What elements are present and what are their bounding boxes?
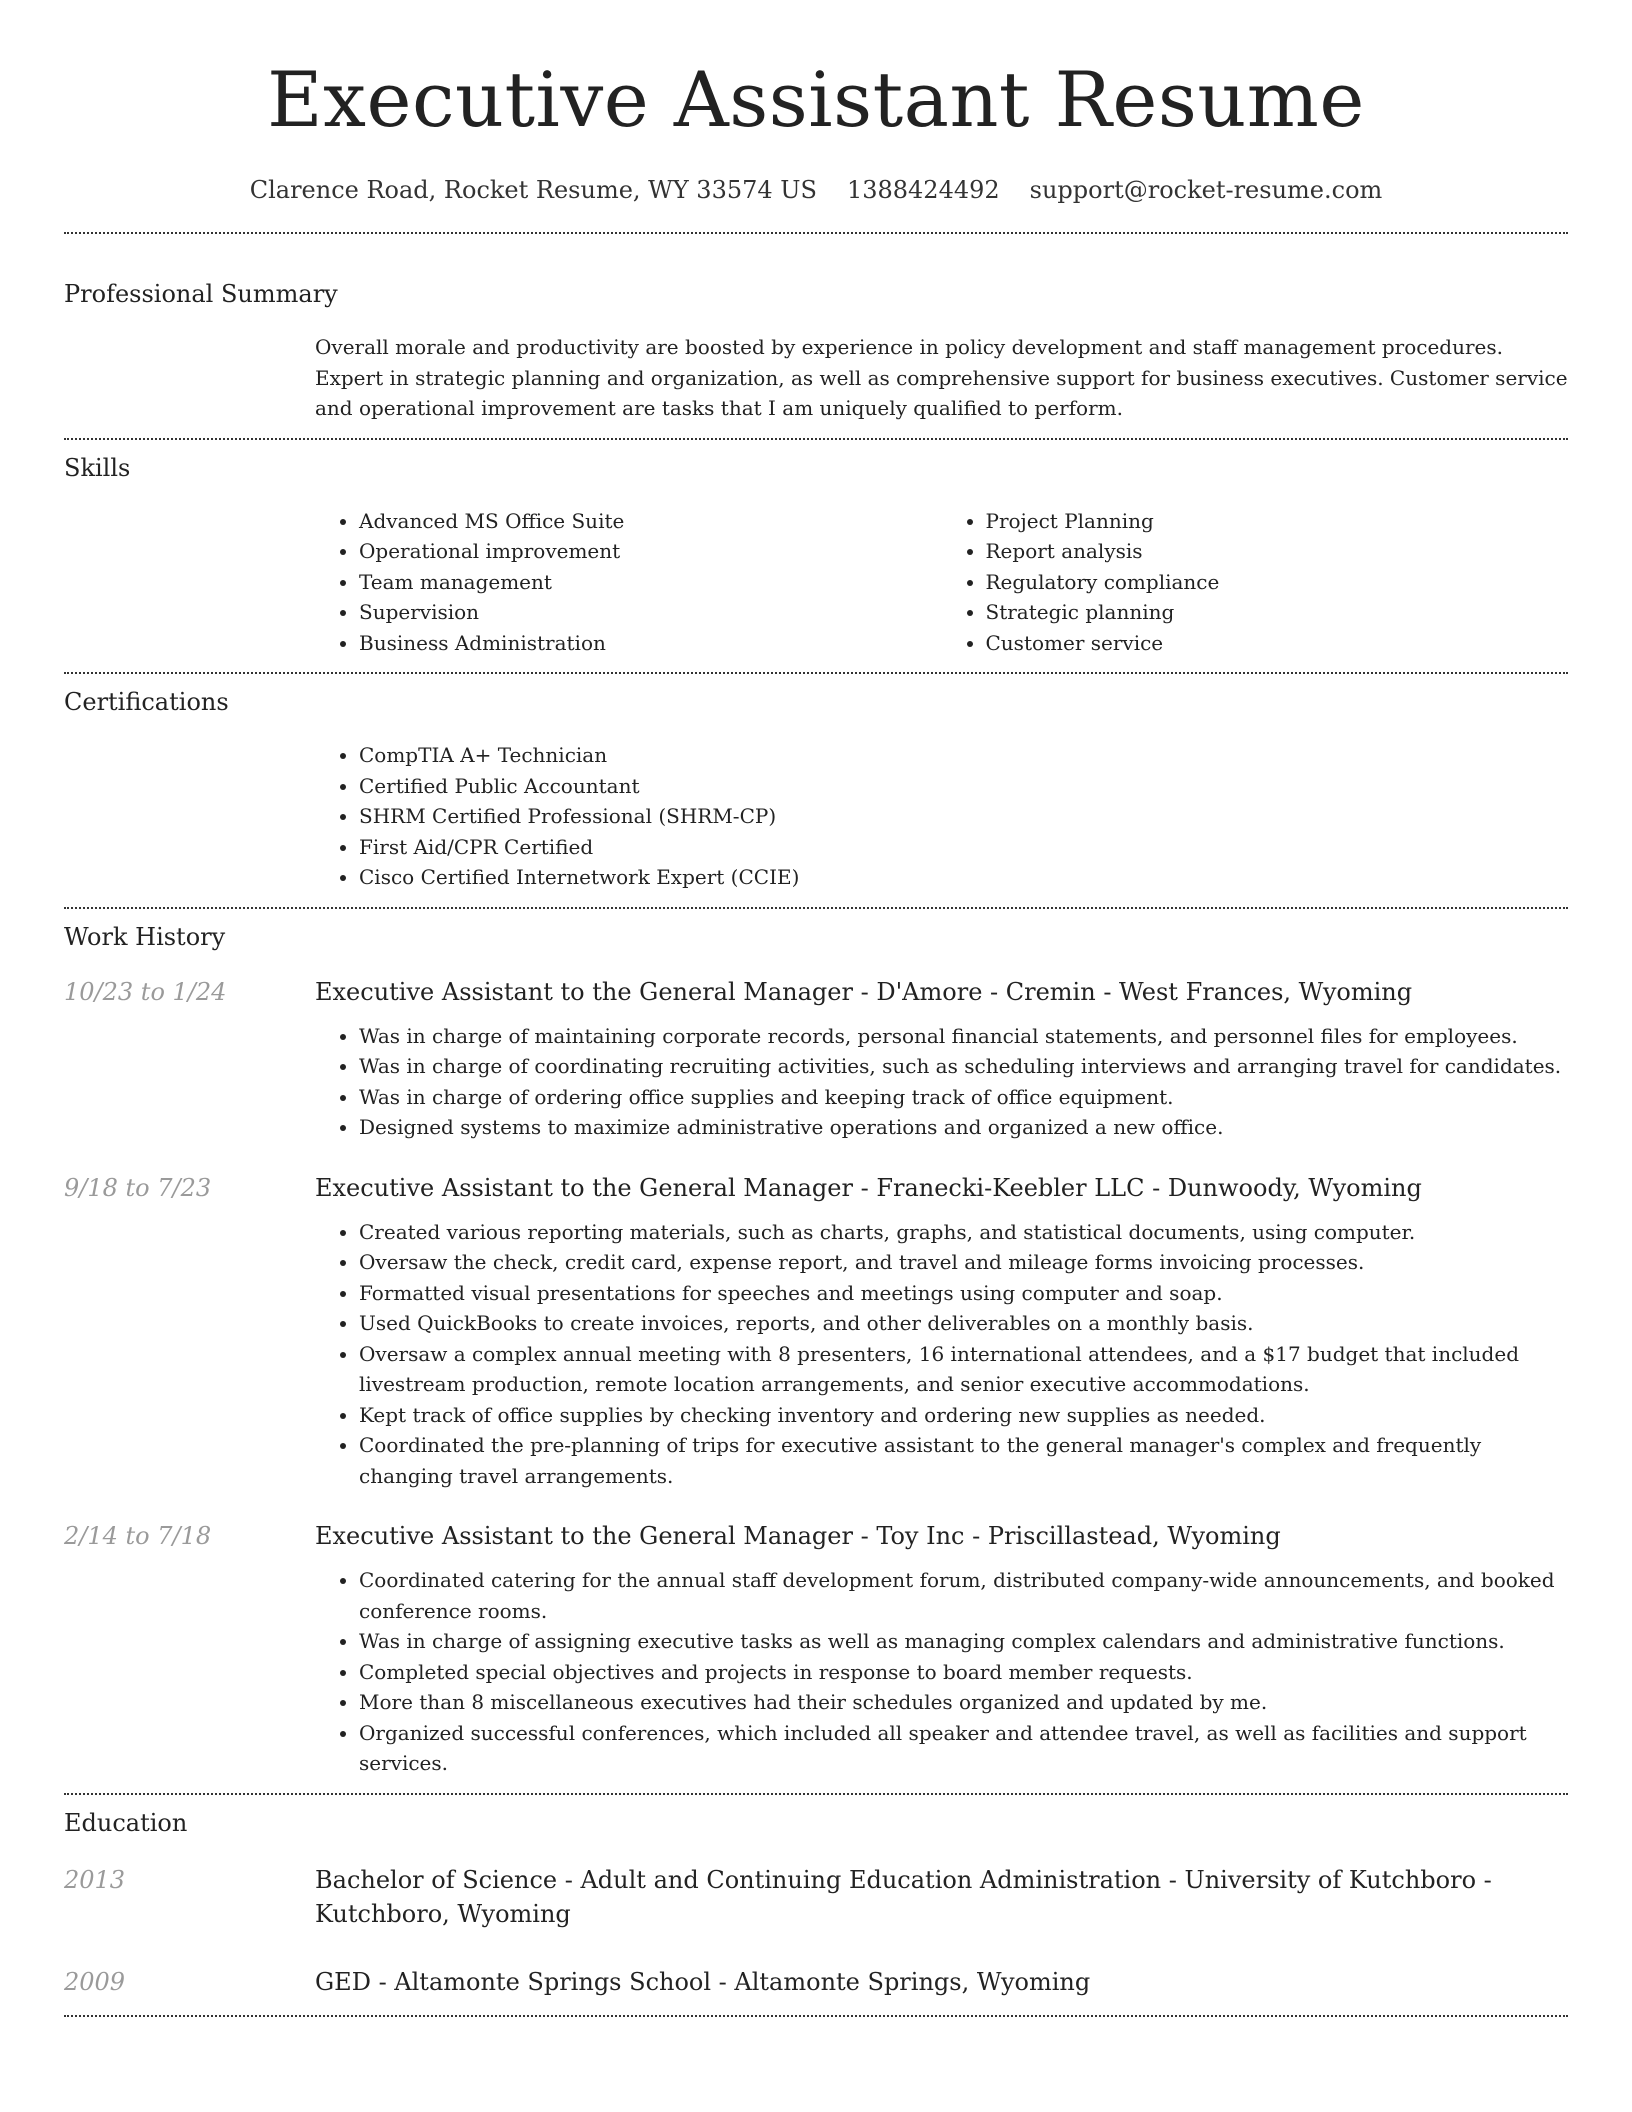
education-entry bbox=[64, 1863, 1568, 1931]
list-item: • Oversaw the check, credit card, expense report, and travel and mileage forms invoicing processes. bbox=[359, 1247, 1568, 1278]
contact-address: Clarence Road, Rocket Resume, WY 33574 US bbox=[249, 176, 817, 204]
list-item: • Advanced MS Office Suite bbox=[359, 506, 942, 537]
job-body bbox=[315, 975, 1568, 1143]
list-item: • Oversaw a complex annual meeting with 8 presenters, 16 international attendees, and a $17 budget that included livestream production, remote location arrangements, and senior executive accommodations. bbox=[359, 1339, 1568, 1400]
list-item: • Project Planning bbox=[986, 506, 1569, 537]
list-item: • Completed special objectives and projects in response to board member requests. bbox=[359, 1657, 1568, 1688]
contact-line bbox=[64, 174, 1568, 206]
list-item: • CompTIA A+ Technician bbox=[359, 740, 1568, 771]
list-item: • First Aid/CPR Certified bbox=[359, 832, 1568, 863]
job-entry bbox=[64, 1519, 1568, 1779]
education-section bbox=[64, 1795, 1568, 1999]
summary-text: Overall morale and productivity are boosted by experience in policy development and staff management procedures. Expert in strategic planning and organization, as well as comprehensive support for business executives. Customer service and operational improvement are tasks that I am uniquely qualified to perform. bbox=[315, 335, 1568, 420]
list-item: • Cisco Certified Internetwork Expert (CCIE) bbox=[359, 862, 1568, 893]
job-dates: 10/23 to 1/24 bbox=[64, 977, 227, 1006]
list-item: • Kept track of office supplies by checking inventory and ordering new supplies as needed. bbox=[359, 1400, 1568, 1431]
education-detail: Bachelor of Science - Adult and Continuing Education Administration - University of Kutchboro - Kutchboro, Wyoming bbox=[315, 1865, 1492, 1928]
education-year: 2009 bbox=[64, 1967, 126, 1996]
list-item: • Used QuickBooks to create invoices, reports, and other deliverables on a monthly basis. bbox=[359, 1308, 1568, 1339]
list-item: • Formatted visual presentations for speeches and meetings using computer and soap. bbox=[359, 1278, 1568, 1309]
section-title-work: Work History bbox=[64, 922, 226, 951]
list-item: • Organized successful conferences, which included all speaker and attendee travel, as well as facilities and support services. bbox=[359, 1718, 1568, 1779]
summary-section bbox=[64, 234, 1568, 424]
certifications-block bbox=[315, 740, 1568, 893]
work-section bbox=[64, 909, 1568, 1779]
job-body bbox=[315, 1519, 1568, 1779]
job-entry bbox=[64, 1171, 1568, 1492]
list-item: • Business Administration bbox=[359, 628, 942, 659]
list-item: • Team management bbox=[359, 567, 942, 598]
skills-list-right bbox=[942, 506, 1569, 659]
skills-grid bbox=[315, 506, 1568, 659]
contact-email: support@rocket-resume.com bbox=[1029, 176, 1383, 204]
job-body bbox=[315, 1171, 1568, 1492]
job-dates: 2/14 to 7/18 bbox=[64, 1522, 212, 1550]
section-title-skills: Skills bbox=[64, 453, 131, 482]
skills-list-left bbox=[315, 506, 942, 659]
list-item: • Strategic planning bbox=[986, 597, 1569, 628]
job-title: Executive Assistant to the General Manager - Toy Inc - Priscillastead, Wyoming bbox=[315, 1522, 1281, 1550]
list-item: • Coordinated the pre-planning of trips for executive assistant to the general manager's complex and frequently changing travel arrangements. bbox=[359, 1430, 1568, 1491]
resume-title: Executive Assistant Resume bbox=[267, 55, 1365, 144]
education-entry bbox=[64, 1965, 1568, 1999]
list-item: • Certified Public Accountant bbox=[359, 771, 1568, 802]
list-item: • Regulatory compliance bbox=[986, 567, 1569, 598]
list-item: • Was in charge of assigning executive tasks as well as managing complex calendars and administrative functions. bbox=[359, 1626, 1568, 1657]
list-item: • Created various reporting materials, such as charts, graphs, and statistical documents, using computer. bbox=[359, 1217, 1568, 1248]
list-item: • Coordinated catering for the annual staff development forum, distributed company-wide announcements, and booked conference rooms. bbox=[359, 1565, 1568, 1626]
list-item: • More than 8 miscellaneous executives had their schedules organized and updated by me. bbox=[359, 1687, 1568, 1718]
job-bullets bbox=[315, 1565, 1568, 1779]
divider bbox=[64, 2015, 1568, 2017]
certifications-list bbox=[315, 740, 1568, 893]
list-item: • Was in charge of ordering office supplies and keeping track of office equipment. bbox=[359, 1082, 1568, 1113]
contact-phone: 1388424492 bbox=[846, 176, 1000, 204]
list-item: • Designed systems to maximize administrative operations and organized a new office. bbox=[359, 1112, 1568, 1143]
job-title: Executive Assistant to the General Manager - Franecki-Keebler LLC - Dunwoody, Wyoming bbox=[315, 1173, 1422, 1202]
list-item: • Was in charge of maintaining corporate records, personal financial statements, and personnel files for employees. bbox=[359, 1021, 1568, 1052]
education-year: 2013 bbox=[64, 1865, 126, 1894]
skills-section bbox=[64, 440, 1568, 659]
education-detail: GED - Altamonte Springs School - Altamonte Springs, Wyoming bbox=[315, 1967, 1091, 1996]
section-title-summary: Professional Summary bbox=[64, 280, 338, 308]
list-item: • SHRM Certified Professional (SHRM-CP) bbox=[359, 801, 1568, 832]
list-item: • Was in charge of coordinating recruiting activities, such as scheduling interviews and arranging travel for candidates. bbox=[359, 1051, 1568, 1082]
list-item: • Report analysis bbox=[986, 536, 1569, 567]
job-title: Executive Assistant to the General Manager - D'Amore - Cremin - West Frances, Wyoming bbox=[315, 977, 1413, 1006]
job-entry bbox=[64, 975, 1568, 1143]
list-item: • Operational improvement bbox=[359, 536, 942, 567]
job-dates: 9/18 to 7/23 bbox=[64, 1173, 212, 1202]
job-bullets bbox=[315, 1021, 1568, 1143]
certifications-section bbox=[64, 674, 1568, 893]
section-title-education: Education bbox=[64, 1808, 188, 1837]
resume-page bbox=[64, 0, 1568, 2017]
list-item: • Supervision bbox=[359, 597, 942, 628]
list-item: • Customer service bbox=[986, 628, 1569, 659]
job-bullets bbox=[315, 1217, 1568, 1492]
section-title-certifications: Certifications bbox=[64, 688, 229, 716]
